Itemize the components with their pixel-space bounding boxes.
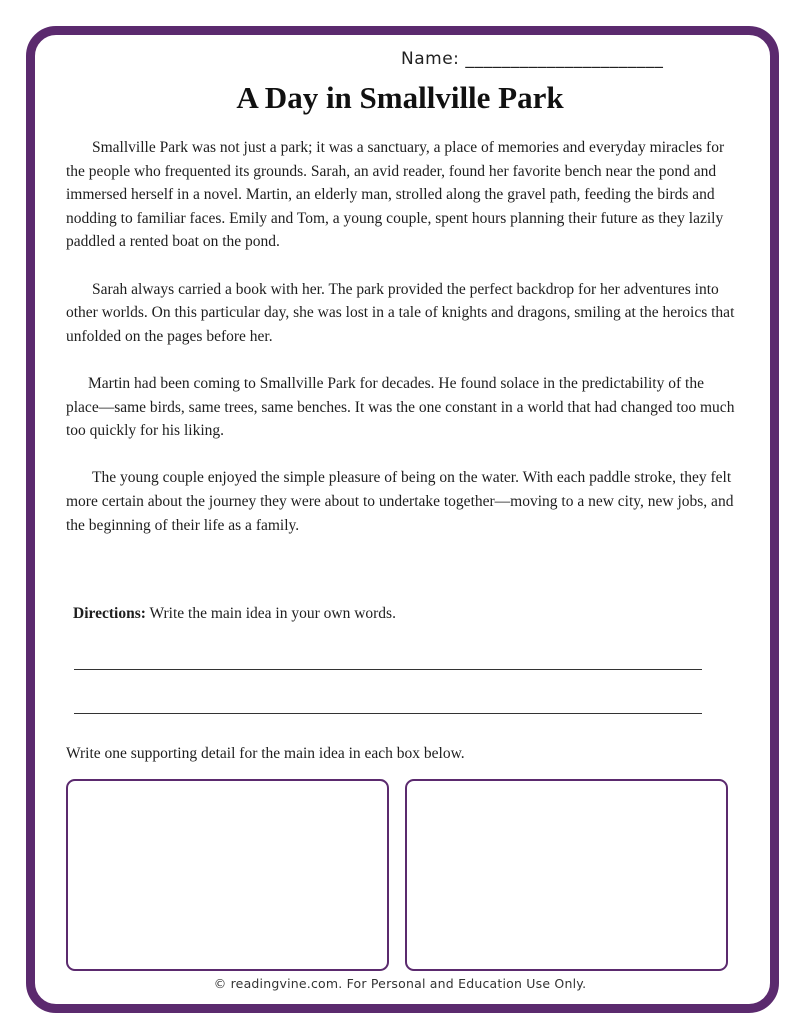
story-passage bbox=[66, 136, 738, 561]
directions-text: Write the main idea in your own words. bbox=[145, 605, 396, 622]
name-blank: ______________________ bbox=[465, 49, 664, 69]
supporting-detail-prompt: Write one supporting detail for the main idea in each box below. bbox=[66, 745, 465, 762]
copyright-footer: © readingvine.com. For Personal and Education Use Only. bbox=[213, 976, 587, 991]
story-paragraph-4: The young couple enjoyed the simple pleasure of being on the water. With each paddle stroke, they felt more certain about the journey they were about to undertake together—moving to a new city, new jobs, and the beginning of their life as a family. bbox=[66, 469, 734, 534]
name-field bbox=[401, 49, 663, 69]
directions bbox=[73, 605, 396, 623]
worksheet-title: A Day in Smallville Park bbox=[236, 80, 564, 115]
directions-label: Directions: bbox=[73, 605, 146, 622]
story-paragraph-2: Sarah always carried a book with her. The park provided the perfect backdrop for her adventures into other worlds. On this particular day, she was lost in a tale of knights and dragons, smiling at the heroics that unfolded on the pages before her. bbox=[66, 280, 735, 345]
supporting-detail-box-2[interactable] bbox=[405, 779, 728, 971]
story-paragraph-1: Smallville Park was not just a park; it was a sanctuary, a place of memories and everyday miracles for the people who frequented its grounds. Sarah, an avid reader, found her favorite bench near the pond and immersed herself in a novel. Martin, an elderly man, strolled along the gravel path, feeding the birds and nodding to familiar faces. Emily and Tom, a young couple, spent hours planning their future as they lazily paddled a rented boat on the pond. bbox=[66, 139, 725, 251]
supporting-detail-box-1[interactable] bbox=[66, 779, 389, 971]
main-idea-answer-line-2[interactable] bbox=[74, 713, 702, 714]
story-paragraph-3: Martin had been coming to Smallville Park for decades. He found solace in the predictability of the place—same birds, same trees, same benches. It was the one constant in a world that had changed too much too quickly for his liking. bbox=[66, 374, 735, 440]
main-idea-answer-line-1[interactable] bbox=[74, 669, 702, 670]
name-label: Name: bbox=[401, 49, 460, 69]
